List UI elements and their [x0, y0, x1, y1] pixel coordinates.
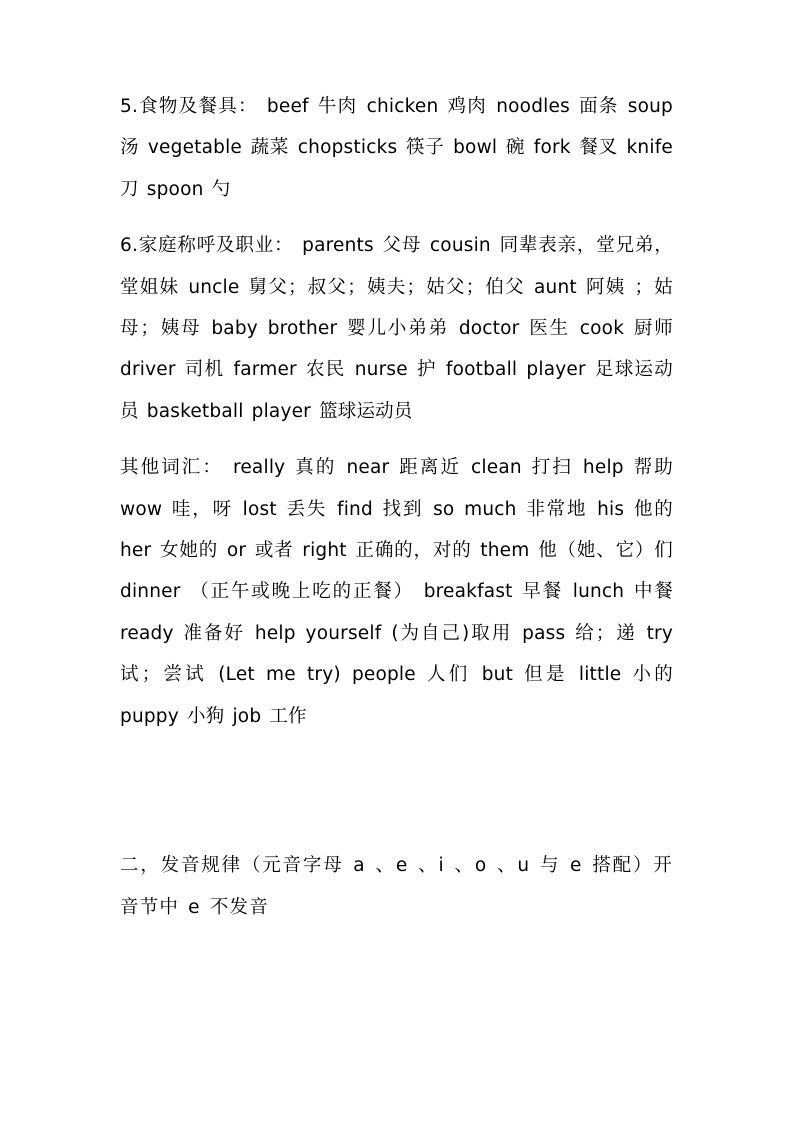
family-occupations-text: 6.家庭称呼及职业： parents 父母 cousin 同辈表亲，堂兄弟，堂姐妹 uncle 舅父；叔父；姨夫；姑父；伯父 aunt 阿姨 ；姑母；姨母 baby brother 婴儿小弟弟 doctor 医生 cook 厨师 driver 司机 farmer 农民 nurse 护 football player 足球运动员 basketball player 篮球运动员	[120, 235, 673, 422]
food-tableware-text: 5.食物及餐具： beef 牛肉 chicken 鸡肉 noodles 面条 soup 汤 vegetable 蔬菜 chopsticks 筷子 bowl 碗 fork 餐叉 knife 刀 spoon 勺	[120, 96, 673, 200]
paragraph-food-tableware	[120, 86, 673, 210]
paragraph-pronunciation-rules	[120, 845, 673, 928]
other-vocabulary-text: 其他词汇： really 真的 near 距离近 clean 打扫 help 帮助 wow 哇，呀 lost 丢失 find 找到 so much 非常地 his 他的 her 女她的 or 或者 right 正确的，对的 them 他（她、它）们 dinner （正午或晚上吃的正餐） breakfast 早餐 lunch 中餐 ready 准备好 help yourself (为自己)取用 pass 给；递 try 试；尝试 (Let me try) people 人们 but 但是 little 小的 puppy 小狗 job 工作	[120, 457, 673, 727]
pronunciation-rules-text: 二，发音规律（元音字母 a 、e 、i 、o 、u 与 e 搭配）开音节中 e 不发音	[120, 855, 673, 918]
paragraph-family-occupations	[120, 225, 673, 432]
paragraph-other-vocabulary	[120, 447, 673, 737]
